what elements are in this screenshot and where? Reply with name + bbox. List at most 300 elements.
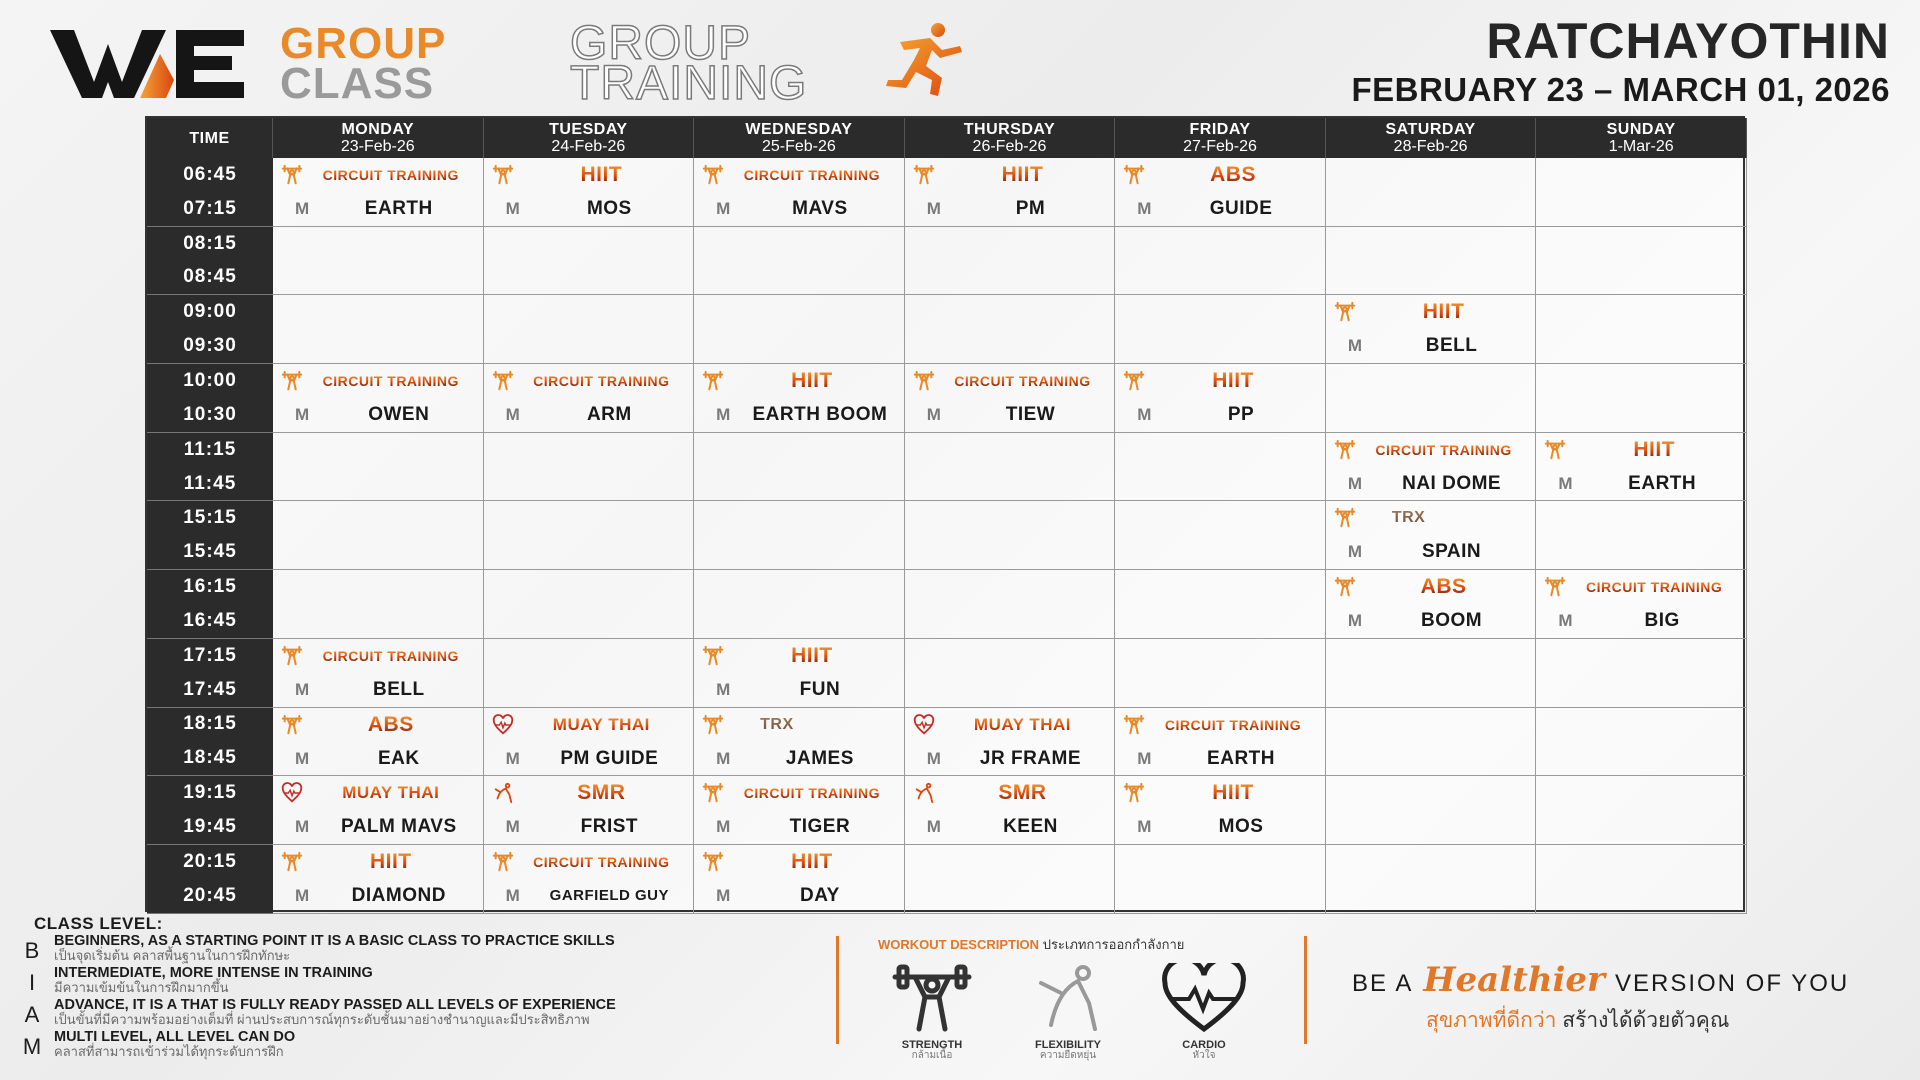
class-slot[interactable] [484, 776, 695, 845]
class-slot[interactable] [905, 708, 1116, 777]
class-level: M [1347, 473, 1362, 493]
class-level: M [505, 817, 520, 837]
coach-name: ARM [586, 404, 632, 426]
day-name: SUNDAY [1606, 121, 1676, 138]
empty-slot [905, 570, 1116, 639]
day-date: 28-Feb-26 [1393, 138, 1468, 155]
class-info [484, 776, 694, 810]
empty-slot [1536, 158, 1747, 227]
class-info [273, 158, 483, 192]
empty-slot [1326, 639, 1537, 708]
legend-title: CLASS LEVEL: [34, 914, 163, 933]
class-info [694, 776, 904, 810]
class-level: M [295, 405, 310, 425]
day-name: FRIDAY [1189, 121, 1251, 138]
class-info [905, 776, 1115, 810]
class-info [273, 845, 483, 879]
class-level: M [505, 405, 520, 425]
class-meta [1115, 398, 1325, 432]
empty-slot [273, 227, 484, 296]
time-cell [147, 227, 273, 296]
class-name: HIIT [730, 369, 904, 393]
flexibility-icon [913, 782, 935, 804]
coach-name: JR FRAME [979, 747, 1082, 769]
class-slot[interactable] [694, 639, 905, 708]
class-meta [1115, 742, 1325, 776]
coach-name: JAMES [785, 747, 854, 769]
class-slot[interactable] [1115, 158, 1326, 227]
slogan-thai-orange: สุขภาพที่ดีกว่า [1426, 1009, 1557, 1032]
class-slot[interactable] [273, 708, 484, 777]
class-level: M [1137, 199, 1152, 218]
class-slot[interactable] [1326, 501, 1537, 570]
class-meta [1326, 329, 1536, 363]
class-level: M [716, 405, 731, 425]
divider-left [836, 936, 839, 1044]
empty-slot [1536, 639, 1747, 708]
class-info [484, 158, 694, 192]
brand-title-bold [280, 19, 447, 108]
class-name: CIRCUIT TRAINING [309, 373, 483, 389]
class-name: CIRCUIT TRAINING [941, 373, 1115, 389]
class-info [694, 364, 904, 398]
cardio-icon [492, 714, 514, 736]
day-name: THURSDAY [963, 121, 1056, 138]
class-level: M [505, 748, 520, 768]
day-name: SATURDAY [1385, 121, 1476, 138]
day-date: 1-Mar-26 [1608, 138, 1674, 155]
end-time: 19:45 [183, 815, 237, 837]
class-level: M [295, 817, 310, 837]
end-time: 07:15 [183, 197, 237, 219]
class-name: TRX [1362, 509, 1536, 527]
time-cell [147, 501, 273, 570]
class-slot[interactable] [273, 776, 484, 845]
empty-slot [905, 845, 1116, 914]
level-text: ADVANCE, IT IS A THAT IS FULLY READY PASSED ALL LEVELS OF EXPERIENCE [54, 997, 616, 1013]
class-info [1536, 570, 1746, 604]
time-cell [147, 433, 273, 502]
class-slot[interactable] [1536, 433, 1747, 502]
workout-type-cardio [1156, 963, 1252, 1061]
class-name: HIIT [309, 850, 483, 874]
class-meta [1536, 467, 1746, 501]
class-slot[interactable] [905, 158, 1116, 227]
empty-slot [694, 295, 905, 364]
coach-name: SPAIN [1422, 541, 1482, 563]
class-slot[interactable] [694, 364, 905, 433]
day-header-friday [1115, 118, 1326, 158]
strength-icon [1334, 507, 1356, 529]
class-name: CIRCUIT TRAINING [1572, 579, 1746, 595]
cardio-icon [1159, 963, 1249, 1035]
class-schedule-table [145, 116, 1745, 912]
empty-slot [273, 501, 484, 570]
class-level: M [295, 748, 310, 768]
slogan-script: Healthier [1423, 960, 1605, 1000]
class-meta [484, 879, 694, 913]
class-name: CIRCUIT TRAINING [730, 167, 904, 183]
slogan-line [1352, 960, 1892, 1000]
class-level-legend [10, 914, 810, 1062]
empty-slot [1326, 708, 1537, 777]
empty-slot [1115, 845, 1326, 914]
time-column-header [147, 118, 273, 158]
time-cell [147, 845, 273, 914]
class-name: CIRCUIT TRAINING [520, 373, 694, 389]
class-name: MUAY THAI [941, 715, 1115, 735]
coach-name: MOS [586, 198, 632, 219]
class-meta [484, 192, 694, 226]
day-date: 23-Feb-26 [340, 138, 415, 155]
coach-name: GUIDE [1209, 198, 1273, 219]
class-meta [1326, 604, 1536, 638]
class-level: M [716, 748, 731, 768]
time-cell [147, 776, 273, 845]
empty-slot [1326, 776, 1537, 845]
empty-slot [1115, 295, 1326, 364]
class-level: M [1347, 611, 1362, 631]
strength-icon [1334, 576, 1356, 598]
class-name: MUAY THAI [309, 783, 483, 803]
brand-title-class: CLASS [280, 59, 435, 108]
start-time: 17:15 [183, 644, 237, 666]
coach-name: FUN [799, 678, 841, 700]
class-info [1115, 708, 1325, 742]
empty-slot [1115, 501, 1326, 570]
class-name: CIRCUIT TRAINING [730, 785, 904, 801]
class-name: CIRCUIT TRAINING [309, 648, 483, 664]
class-meta [694, 742, 904, 776]
class-slot[interactable] [273, 639, 484, 708]
class-name: HIIT [1151, 781, 1325, 805]
class-level: M [716, 679, 731, 699]
class-level: M [295, 199, 310, 218]
empty-slot [905, 501, 1116, 570]
empty-slot [694, 433, 905, 502]
cardio-icon [913, 714, 935, 736]
empty-slot [273, 433, 484, 502]
workout-type-thai: กล้ามเนื้อ [911, 1050, 953, 1061]
class-info [905, 708, 1115, 742]
coach-name: KEEN [1003, 816, 1058, 838]
coach-name: EAK [377, 747, 420, 769]
class-slot[interactable] [905, 364, 1116, 433]
day-date: 25-Feb-26 [761, 138, 836, 155]
class-name: HIIT [1362, 300, 1536, 324]
class-slot[interactable] [484, 158, 695, 227]
class-meta [1326, 467, 1536, 501]
empty-slot [1536, 295, 1747, 364]
class-info [273, 364, 483, 398]
class-slot[interactable] [273, 364, 484, 433]
end-time: 18:45 [183, 747, 237, 769]
class-meta [1326, 535, 1536, 569]
empty-slot [1536, 227, 1747, 296]
coach-name: PM [1015, 198, 1046, 219]
time-header-label: TIME [189, 129, 230, 147]
workout-title-en: WORKOUT DESCRIPTION [878, 937, 1040, 952]
class-meta [273, 398, 483, 432]
coach-name: BELL [372, 678, 425, 700]
coach-name: DIAMOND [351, 884, 446, 906]
class-level: M [1558, 611, 1573, 631]
level-letter: B [24, 938, 40, 963]
class-level: M [926, 199, 941, 218]
class-name: CIRCUIT TRAINING [1151, 717, 1325, 733]
strength-icon [281, 370, 303, 392]
workout-type-flexibility [1020, 963, 1116, 1061]
empty-slot [1115, 433, 1326, 502]
class-name: ABS [309, 713, 483, 737]
strength-icon [492, 851, 514, 873]
class-meta [905, 810, 1115, 844]
day-header-monday [273, 118, 484, 158]
class-meta [273, 742, 483, 776]
class-level: M [716, 199, 731, 218]
empty-slot [273, 295, 484, 364]
class-slot[interactable] [1115, 364, 1326, 433]
time-cell [147, 570, 273, 639]
class-slot[interactable] [1326, 433, 1537, 502]
coach-name: PP [1227, 404, 1255, 426]
empty-slot [1326, 227, 1537, 296]
day-date: 24-Feb-26 [551, 138, 626, 155]
day-header-thursday [905, 118, 1116, 158]
class-meta [694, 192, 904, 226]
class-name: HIIT [730, 644, 904, 668]
empty-slot [1536, 364, 1747, 433]
class-level: M [926, 405, 941, 425]
class-level: M [505, 199, 520, 218]
end-time: 15:45 [183, 541, 237, 563]
coach-name: MOS [1218, 816, 1264, 838]
strength-icon [702, 164, 724, 186]
class-level: M [1347, 542, 1362, 562]
time-cell [147, 295, 273, 364]
empty-slot [694, 501, 905, 570]
class-name: HIIT [1151, 369, 1325, 393]
coach-name: DAY [799, 884, 840, 906]
level-description [54, 966, 373, 995]
coach-name: GARFIELD GUY [549, 887, 670, 905]
empty-slot [1326, 158, 1537, 227]
level-text: MULTI LEVEL, ALL LEVEL CAN DO [54, 1029, 296, 1045]
class-info [1326, 501, 1536, 535]
coach-name: EARTH [364, 198, 433, 219]
workout-type-thai: ความยืดหยุ่น [1039, 1050, 1097, 1061]
class-info [273, 708, 483, 742]
level-text: INTERMEDIATE, MORE INTENSE IN TRAINING [54, 965, 373, 981]
class-slot[interactable] [694, 158, 905, 227]
branch-name: RATCHAYOTHIN [1486, 13, 1890, 69]
class-slot[interactable] [1115, 708, 1326, 777]
class-info [905, 364, 1115, 398]
class-info [273, 639, 483, 673]
time-cell [147, 639, 273, 708]
class-info [1326, 433, 1536, 467]
class-slot[interactable] [1536, 570, 1747, 639]
end-time: 09:30 [183, 335, 237, 357]
empty-slot [905, 227, 1116, 296]
start-time: 18:15 [183, 713, 237, 735]
class-meta [905, 742, 1115, 776]
coach-name: TIEW [1005, 404, 1056, 426]
class-slot[interactable] [484, 845, 695, 914]
level-letter: I [28, 970, 36, 995]
strength-icon [281, 164, 303, 186]
coach-name: BIG [1644, 610, 1680, 632]
strength-icon [1334, 301, 1356, 323]
slogan-suffix: VERSION OF YOU [1614, 970, 1850, 997]
coach-name: OWEN [368, 404, 430, 426]
class-slot[interactable] [484, 364, 695, 433]
empty-slot [484, 433, 695, 502]
coach-name: BOOM [1421, 610, 1483, 632]
workout-type-thai: หัวใจ [1192, 1050, 1216, 1061]
workout-type-label: STRENGTH [901, 1039, 963, 1051]
coach-name: EARTH [1628, 472, 1697, 494]
class-info [694, 845, 904, 879]
brand-title-training: TRAINING [570, 57, 808, 110]
start-time: 20:15 [183, 850, 237, 872]
class-level: M [716, 817, 731, 837]
cardio-icon [281, 782, 303, 804]
time-cell [147, 364, 273, 433]
class-slot[interactable] [484, 708, 695, 777]
class-meta [694, 810, 904, 844]
class-info [1115, 158, 1325, 192]
class-meta [273, 673, 483, 707]
start-time: 08:15 [183, 232, 237, 254]
class-info [1115, 776, 1325, 810]
empty-slot [484, 639, 695, 708]
class-meta [905, 398, 1115, 432]
strength-icon [1544, 576, 1566, 598]
start-time: 10:00 [183, 369, 237, 391]
schedule-grid [147, 118, 1743, 910]
strength-icon [887, 963, 977, 1035]
class-info [694, 158, 904, 192]
start-time: 15:15 [183, 507, 237, 529]
class-level: M [505, 885, 520, 905]
workout-type-label: CARDIO [1182, 1039, 1226, 1051]
coach-name: PM GUIDE [560, 747, 659, 769]
workout-type-label: FLEXIBILITY [1035, 1039, 1101, 1051]
class-info [1115, 364, 1325, 398]
level-letter: M [22, 1034, 42, 1059]
end-time: 08:45 [183, 266, 237, 288]
class-slot[interactable] [694, 776, 905, 845]
class-info [1326, 570, 1536, 604]
coach-name: MAVS [792, 198, 848, 219]
day-date: 27-Feb-26 [1183, 138, 1257, 155]
class-info [694, 708, 904, 742]
we-logo-icon [50, 24, 250, 100]
class-level: M [926, 748, 941, 768]
strength-icon [1123, 370, 1145, 392]
class-name: HIIT [520, 163, 694, 187]
class-slot[interactable] [1326, 295, 1537, 364]
empty-slot [1536, 708, 1747, 777]
start-time: 09:00 [183, 301, 237, 323]
flexibility-icon [1023, 963, 1113, 1035]
empty-slot [484, 227, 695, 296]
class-slot[interactable] [273, 158, 484, 227]
class-info [905, 158, 1115, 192]
level-letter: A [24, 1002, 40, 1027]
empty-slot [1115, 227, 1326, 296]
class-name: ABS [1151, 163, 1325, 187]
slogan-prefix: BE A [1352, 970, 1414, 997]
time-cell [147, 158, 273, 227]
strength-icon [1123, 782, 1145, 804]
end-time: 11:45 [183, 472, 237, 494]
class-info [1326, 295, 1536, 329]
empty-slot [905, 295, 1116, 364]
class-level: M [1347, 336, 1362, 356]
level-thai: คลาสที่สามารถเข้าร่วมได้ทุกระดับการฝึก [54, 1044, 284, 1059]
empty-slot [273, 570, 484, 639]
class-slot[interactable] [1115, 776, 1326, 845]
class-level: M [295, 885, 310, 905]
class-meta [484, 398, 694, 432]
start-time: 16:15 [183, 576, 237, 598]
legend-row [10, 934, 810, 966]
empty-slot [1115, 570, 1326, 639]
legend-row [10, 1030, 810, 1062]
coach-name: TIGER [789, 816, 851, 838]
class-meta [273, 192, 483, 226]
class-info [484, 845, 694, 879]
time-cell [147, 708, 273, 777]
class-meta [694, 673, 904, 707]
class-meta [905, 192, 1115, 226]
class-slot[interactable] [905, 776, 1116, 845]
class-slot[interactable] [1326, 570, 1537, 639]
class-meta [484, 742, 694, 776]
slogan-thai [1352, 1004, 1892, 1037]
end-time: 10:30 [183, 403, 237, 425]
level-description [54, 998, 616, 1027]
class-name: SMR [941, 781, 1115, 805]
end-time: 17:45 [183, 678, 237, 700]
empty-slot [905, 433, 1116, 502]
class-slot[interactable] [694, 708, 905, 777]
level-description [54, 934, 615, 963]
class-name: TRX [730, 716, 904, 734]
class-slot[interactable] [273, 845, 484, 914]
day-name: WEDNESDAY [745, 121, 853, 138]
slogan [1352, 960, 1892, 1037]
empty-slot [694, 570, 905, 639]
start-time: 11:15 [183, 438, 237, 460]
level-thai: มีความเข้มข้นในการฝึกมากขึ้น [54, 980, 229, 995]
flexibility-icon [492, 782, 514, 804]
runner-icon [880, 20, 970, 100]
branch-header [1351, 12, 1890, 110]
brand-title-outline [570, 17, 808, 110]
class-slot[interactable] [694, 845, 905, 914]
class-info [694, 639, 904, 673]
class-name: ABS [1362, 575, 1536, 599]
strength-icon [1544, 439, 1566, 461]
class-meta [694, 879, 904, 913]
strength-icon [1334, 439, 1356, 461]
brand-title-group-outline: GROUP [570, 17, 752, 70]
class-level: M [1137, 405, 1152, 425]
level-description [54, 1030, 295, 1059]
